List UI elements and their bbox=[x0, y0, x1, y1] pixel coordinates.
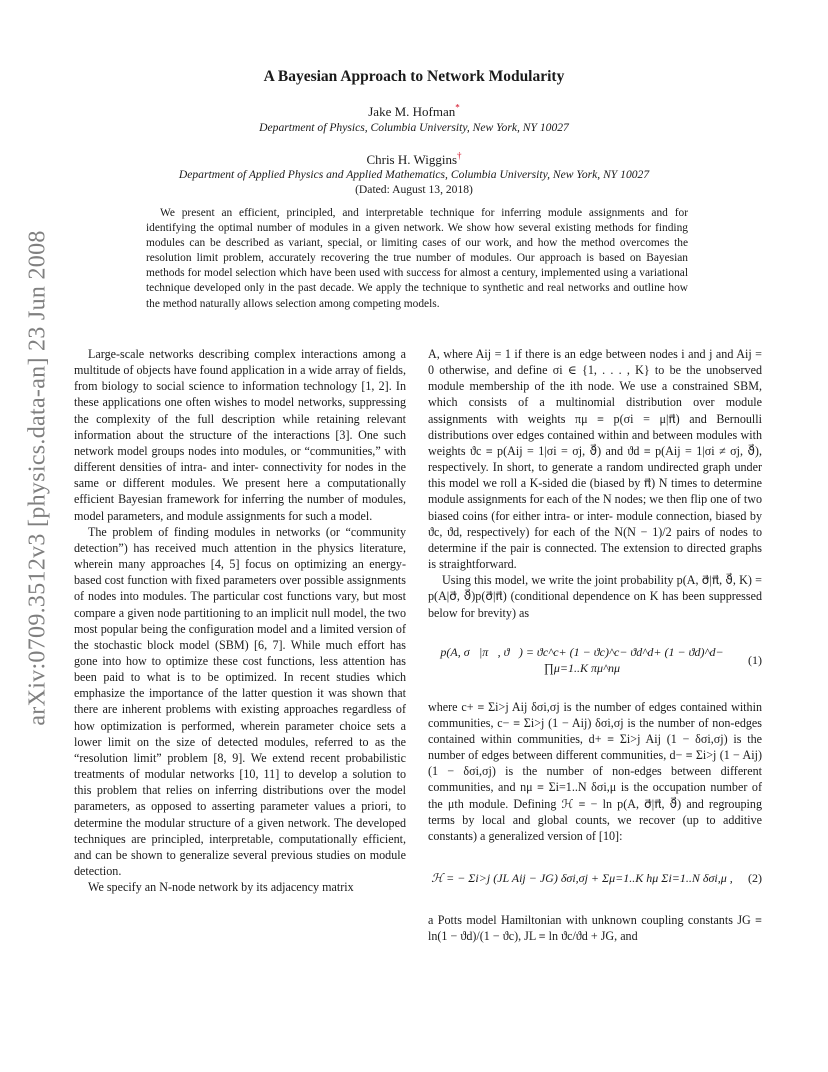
intro-paragraph-3: We specify an N-node network by its adjacency matrix bbox=[88, 880, 354, 895]
left-column bbox=[74, 346, 406, 895]
paper-title: A Bayesian Approach to Network Modularity bbox=[263, 68, 565, 85]
right-column bbox=[428, 346, 762, 944]
model-paragraph-2: Using this model, we write the joint probability p(A, σ⃗|π⃗, ϑ⃗, K) = p(A|σ⃗, ϑ⃗)p(σ⃗|π⃗) (conditional dependence on K has been suppressed below for brevity) as bbox=[428, 573, 762, 620]
author-2 bbox=[0, 152, 828, 168]
author-1 bbox=[0, 104, 828, 120]
intro-paragraph-1: Large-scale networks describing complex interactions among a multitude of objects have found application in a wide array of fields, from biology to social science to information technology [1, 2]. In these applications one often wishes to model networks, suppressing the complexity of the full description while retaining relevant information about the structure of the interactions [3]. One such network model groups nodes into modules, or “communities,” with different densities of intra- and inter- connectivity for nodes in the same or different modules. We present here a computationally efficient Bayesian framework for inferring the number of modules, model parameters, and module assignments for such a model. bbox=[74, 347, 406, 523]
author-2-name: Chris H. Wiggins bbox=[366, 152, 458, 167]
equation-2-body: ℋ = − Σi>j (JL Aij − JG) δσi,σj + Σμ=1..K hμ Σi=1..N δσi,μ , bbox=[431, 870, 733, 885]
model-paragraph-1: A, where Aij = 1 if there is an edge between nodes i and j and Aij = 0 otherwise, and define σi ∈ {1, . . . , K} to be the unobserved module membership of the ith node. We use a constrained SBM, which consists of a multinomial distribution over module assignments with weights πμ ≡ p(σi = μ|π⃗) and Bernoulli distributions over edges contained within and between modules with weights ϑc ≡ p(Aij = 1|σi = σj, ϑ⃗) and ϑd ≡ p(Aij = 1|σi ≠ σj, ϑ⃗), respectively. In short, to generate a random undirected graph under this model we roll a K-sided die (biased by π⃗) N times to determine module assignments for each of the N nodes; we then flip one of two biased coins (for either intra- or inter- module connection, biased by ϑc, ϑd, respectively) for each of the N(N − 1)/2 pairs of nodes to determine if the pair is connected. The extension to directed graphs is straightforward. bbox=[428, 347, 762, 572]
date-line: (Dated: August 13, 2018) bbox=[355, 183, 473, 196]
affiliation-2: Department of Applied Physics and Applied Mathematics, Columbia University, New York, NY 10027 bbox=[178, 168, 650, 181]
equation-2 bbox=[428, 844, 762, 912]
equation-1 bbox=[428, 621, 762, 699]
equation-1-body: p(A, σ⃗|π⃗, ϑ⃗) = ϑc^c+ (1 − ϑc)^c− ϑd^d+ (1 − ϑd)^d− ∏μ=1..K πμ^nμ bbox=[440, 644, 724, 675]
author-2-footnote-mark[interactable]: † bbox=[457, 150, 462, 161]
equation-2-number: (2) bbox=[748, 870, 762, 885]
arxiv-id-text: arXiv:0709.3512v3 [physics.data-an] 23 Jun 2008 bbox=[24, 230, 51, 726]
affiliation-1: Department of Physics, Columbia University, New York, NY 10027 bbox=[259, 121, 569, 134]
arxiv-identifier-stamp bbox=[22, 230, 54, 726]
abstract: We present an efficient, principled, and interpretable technique for inferring module assignments and for identifying the optimal number of modules in a given network. We show how several existing methods for finding modules can be described as variant, special, or limiting cases of our work, and how the method overcomes the resolution limit problem, accurately recovering the true number of modules. Our approach is based on Bayesian methods for model selection which have been used with success for almost a century, implemented using a variational technique developed only in the past decade. We apply the technique to synthetic and real networks and outline how the method naturally allows selection among competing models. bbox=[146, 207, 688, 310]
model-paragraph-3: where c+ ≡ Σi>j Aij δσi,σj is the number of edges contained within communities, c− ≡ Σi>j (1 − Aij) δσi,σj is the number of non-edges contained within communities, d+ ≡ Σi>j Aij (1 − δσi,σj) is the number of edges between different communities, d− ≡ Σi>j (1 − Aij)(1 − δσi,σj) is the number of non-edges between different communities, and nμ ≡ Σi=1..N δσi,μ is the occupation number of the μth module. Defining ℋ ≡ − ln p(A, σ⃗|π⃗, ϑ⃗) and regrouping terms by local and global counts, we recover (up to additive constants) a generalized version of [10]: bbox=[428, 699, 762, 843]
intro-paragraph-2: The problem of finding modules in networks (or “community detection”) has received much attention in the physics literature, wherein many approaches [4, 5] focus on optimizing an energy-based cost function with fixed parameters over possible assignments of nodes into modules. The particular cost functions vary, but most compare a given node partitioning to an implicit null model, the two most popular being the configuration model and a limited version of the stochastic block model (SBM) [6, 7]. While much effort has gone into how to optimize these cost functions, less attention has been paid to what is to be optimized. In recent studies which emphasize the importance of the latter question it was shown that there are inherent problems with existing approaches regardless of how optimization is performed, wherein parameter choice sets a lower limit on the size of detected modules, referred to as the “resolution limit” problem [8, 9]. We extend recent probabilistic treatments of modular networks [10, 11] to develop a solution to this problem that relies on inferring distributions over the model parameters, as opposed to asserting parameter values a priori, to determine the modular structure of a given network. The developed techniques are principled, interpretable, computationally efficient, and can be shown to generalize several previous studies on module detection. bbox=[74, 524, 406, 878]
author-1-name: Jake M. Hofman bbox=[368, 104, 456, 119]
equation-1-number: (1) bbox=[748, 652, 762, 667]
model-paragraph-4: a Potts model Hamiltonian with unknown coupling constants JG ≡ ln(1 − ϑd)/(1 − ϑc), JL ≡ ln ϑc/ϑd + JG, and bbox=[428, 913, 762, 944]
author-1-footnote-mark[interactable]: * bbox=[455, 102, 460, 113]
